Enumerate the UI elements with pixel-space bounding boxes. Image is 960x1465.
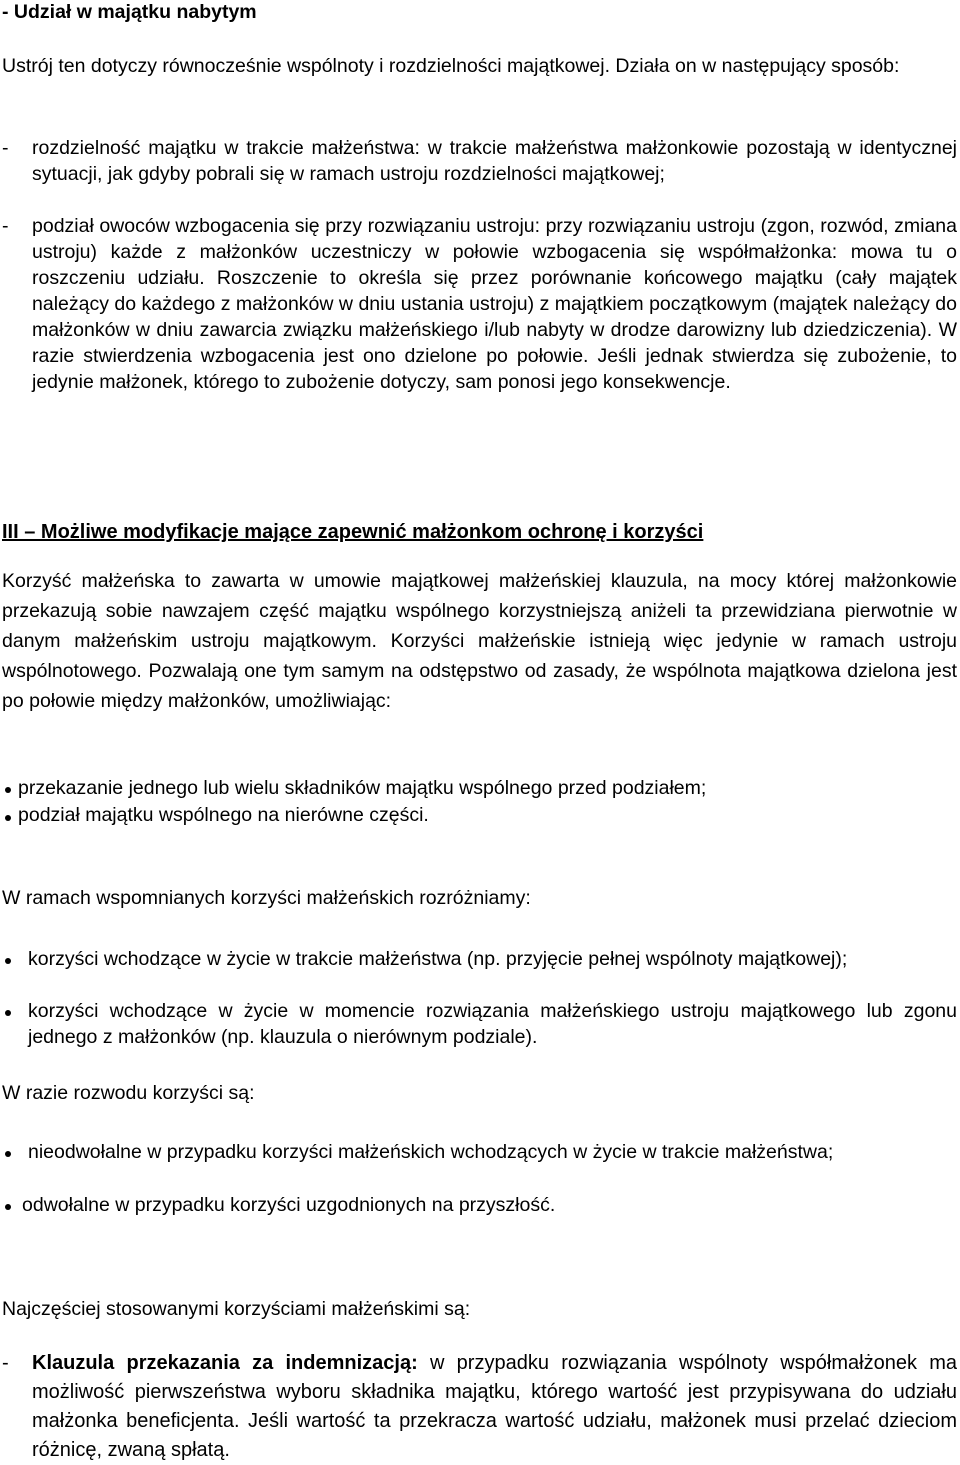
intro-paragraph: Ustrój ten dotyczy równocześnie wspólnoty i rozdzielności majątkowej. Działa on w następujący sposób: — [2, 55, 900, 77]
bullet-item: nieodwołalne w przypadku korzyści małżeńskich wchodzących w życie w trakcie małżeństwa; — [28, 1141, 834, 1163]
section-title: - Udział w majątku nabytym — [2, 1, 257, 23]
distinguish-lead: W ramach wspomnianych korzyści małżeńskich rozróżniamy: — [2, 887, 531, 909]
bullet-dot — [5, 958, 11, 964]
clause-description: w przypadku rozwiązania wspólnoty współmałżonek ma możliwość pierwszeństwa wyboru składnika majątku, którego wartość jest przypisywana do udziału małżonka beneficjenta. Jeśli wartość ta przekracza wartość udziału, małżonek musi przelać dzieciom różnicę, zwaną spłatą. — [32, 1352, 957, 1461]
section-heading: III – Możliwe modyfikacje mające zapewnić małżonkom ochronę i korzyści — [2, 521, 704, 543]
list-item-enrichment: podział owoców wzbogacenia się przy rozwiązaniu ustroju: przy rozwiązaniu ustroju (zgon, rozwód, zmiana ustroju) każde z małżonków uczestniczy w połowie wzbogacenia się współmałżonka: mowa tu o roszczeniu udziału. Roszczenie to określa się przez porównanie końcowego majątku (cały majątek należący do każdego z małżonków w dniu ustania ustroju) z majątkiem początkowym (majątek należący do małżonków w dniu zawarcia związku małżeńskiego i/lub nabyty w drodze darowizny lub dziedziczenia). W razie stwierdzenia wzbogacenia jest ono dzielone po połowie. Jeśli jednak stwierdza się zubożenie, to jedynie małżonek, którego to zubożenie dotyczy, sam ponosi jego konsekwencje. — [32, 215, 957, 393]
bullet-item: korzyści wchodzące w życie w trakcie małżeństwa (np. przyjęcie pełnej wspólnoty majątkowej); — [28, 948, 848, 970]
list-dash: - — [2, 137, 9, 159]
divorce-lead: W razie rozwodu korzyści są: — [2, 1082, 255, 1104]
bullet-item: korzyści wchodzące w życie w momencie rozwiązania małżeńskiego ustroju majątkowego lub zgonu jednego z małżonków (np. klauzula o nierównym podziale). — [28, 1000, 957, 1048]
list-dash: - — [2, 215, 9, 237]
bullet-item: podział majątku wspólnego na nierówne części. — [18, 804, 429, 826]
bullet-dot — [5, 815, 11, 821]
bullet-dot — [5, 787, 11, 793]
bullet-dot — [5, 1010, 11, 1016]
bullet-item: przekazanie jednego lub wielu składników majątku wspólnego przed podziałem; — [18, 777, 707, 799]
clause-name: Klauzula przekazania za indemnizacją: — [32, 1352, 418, 1374]
list-dash: - — [2, 1352, 9, 1374]
bullet-dot — [5, 1204, 11, 1210]
bullet-item: odwołalne w przypadku korzyści uzgodnionych na przyszłość. — [22, 1194, 556, 1216]
benefit-definition-paragraph: Korzyść małżeńska to zawarta w umowie majątkowej małżeńskiej klauzula, na mocy której małżonkowie przekazują sobie nawzajem część majątku wspólnego korzystniejszą aniżeli ta przewidziana pierwotnie w danym małżeńskim ustroju majątkowym. Korzyści małżeńskie istnieją więc jedynie w ramach ustroju wspólnotowego. Pozwalają one tym samym na odstępstwo od zasady, że wspólnota majątkowa dzielona jest po połowie między małżonków, umożliwiając: — [2, 570, 957, 712]
bullet-dot — [5, 1151, 11, 1157]
list-item-indemnization-clause — [32, 1349, 957, 1465]
list-item-separation: rozdzielność majątku w trakcie małżeństwa: w trakcie małżeństwa małżonkowie pozostają w identycznej sytuacji, jak gdyby pobrali się w ramach ustroju rozdzielności majątkowej; — [32, 137, 957, 185]
common-benefits-lead: Najczęściej stosowanymi korzyściami małżeńskimi są: — [2, 1298, 471, 1320]
